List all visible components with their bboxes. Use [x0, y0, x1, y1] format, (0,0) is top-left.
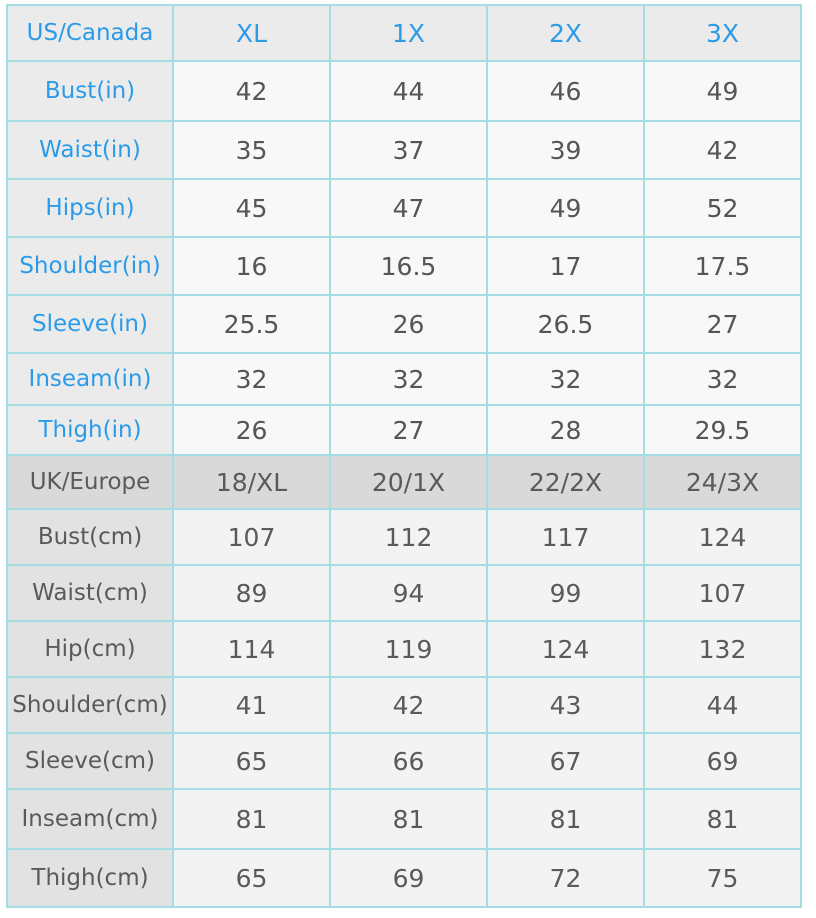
measurement-label: Inseam(in) [7, 353, 173, 405]
measurement-value: 107 [644, 565, 801, 621]
measurement-value: 17 [487, 237, 644, 295]
measurement-value: 44 [330, 61, 487, 121]
measurement-value: 16 [173, 237, 330, 295]
measurement-value: 42 [173, 61, 330, 121]
measurement-value: 39 [487, 121, 644, 179]
size-header: 2X [487, 5, 644, 61]
measurement-value: 69 [644, 733, 801, 789]
measurement-value: 67 [487, 733, 644, 789]
measurement-label: Waist(in) [7, 121, 173, 179]
table-row [7, 405, 801, 455]
measurement-value: 89 [173, 565, 330, 621]
measurement-value: 114 [173, 621, 330, 677]
measurement-label: Shoulder(in) [7, 237, 173, 295]
measurement-value: 75 [644, 849, 801, 907]
measurement-value: 69 [330, 849, 487, 907]
size-header: 18/XL [173, 455, 330, 509]
measurement-label: Bust(cm) [7, 509, 173, 565]
measurement-value: 35 [173, 121, 330, 179]
measurement-value: 49 [487, 179, 644, 237]
size-header: 20/1X [330, 455, 487, 509]
table-row [7, 509, 801, 565]
measurement-value: 107 [173, 509, 330, 565]
measurement-value: 17.5 [644, 237, 801, 295]
measurement-label: Hip(cm) [7, 621, 173, 677]
measurement-value: 99 [487, 565, 644, 621]
measurement-value: 27 [330, 405, 487, 455]
table-row [7, 121, 801, 179]
table-row [7, 565, 801, 621]
measurement-label: Sleeve(in) [7, 295, 173, 353]
measurement-value: 66 [330, 733, 487, 789]
table-row [7, 789, 801, 849]
measurement-value: 32 [330, 353, 487, 405]
measurement-value: 41 [173, 677, 330, 733]
measurement-value: 26 [330, 295, 487, 353]
measurement-value: 32 [173, 353, 330, 405]
table-row [7, 733, 801, 789]
table-row [7, 353, 801, 405]
measurement-value: 44 [644, 677, 801, 733]
measurement-value: 32 [644, 353, 801, 405]
measurement-value: 26.5 [487, 295, 644, 353]
measurement-value: 81 [487, 789, 644, 849]
measurement-label: Thigh(cm) [7, 849, 173, 907]
table-row [7, 237, 801, 295]
measurement-label: Shoulder(cm) [7, 677, 173, 733]
measurement-value: 26 [173, 405, 330, 455]
measurement-value: 124 [487, 621, 644, 677]
table-row [7, 61, 801, 121]
measurement-value: 124 [644, 509, 801, 565]
measurement-value: 43 [487, 677, 644, 733]
measurement-label: Waist(cm) [7, 565, 173, 621]
measurement-value: 45 [173, 179, 330, 237]
measurement-value: 81 [330, 789, 487, 849]
measurement-value: 52 [644, 179, 801, 237]
measurement-value: 27 [644, 295, 801, 353]
measurement-value: 47 [330, 179, 487, 237]
measurement-value: 42 [330, 677, 487, 733]
measurement-value: 16.5 [330, 237, 487, 295]
measurement-value: 117 [487, 509, 644, 565]
measurement-value: 37 [330, 121, 487, 179]
region-label: UK/Europe [7, 455, 173, 509]
uk-europe-header-row [7, 455, 801, 509]
region-label: US/Canada [7, 5, 173, 61]
us-canada-header-row [7, 5, 801, 61]
measurement-label: Thigh(in) [7, 405, 173, 455]
measurement-value: 81 [644, 789, 801, 849]
size-header: 22/2X [487, 455, 644, 509]
measurement-value: 28 [487, 405, 644, 455]
measurement-label: Hips(in) [7, 179, 173, 237]
measurement-value: 94 [330, 565, 487, 621]
size-chart-table [6, 4, 802, 908]
measurement-value: 65 [173, 733, 330, 789]
table-row [7, 179, 801, 237]
table-row [7, 849, 801, 907]
table-row [7, 677, 801, 733]
measurement-value: 49 [644, 61, 801, 121]
measurement-value: 119 [330, 621, 487, 677]
measurement-value: 72 [487, 849, 644, 907]
measurement-label: Inseam(cm) [7, 789, 173, 849]
measurement-value: 42 [644, 121, 801, 179]
table-row [7, 295, 801, 353]
measurement-value: 29.5 [644, 405, 801, 455]
measurement-value: 132 [644, 621, 801, 677]
size-header: 3X [644, 5, 801, 61]
measurement-value: 81 [173, 789, 330, 849]
size-header: XL [173, 5, 330, 61]
measurement-label: Bust(in) [7, 61, 173, 121]
measurement-value: 112 [330, 509, 487, 565]
measurement-value: 25.5 [173, 295, 330, 353]
size-header: 1X [330, 5, 487, 61]
measurement-value: 32 [487, 353, 644, 405]
measurement-value: 65 [173, 849, 330, 907]
size-header: 24/3X [644, 455, 801, 509]
measurement-label: Sleeve(cm) [7, 733, 173, 789]
table-row [7, 621, 801, 677]
measurement-value: 46 [487, 61, 644, 121]
